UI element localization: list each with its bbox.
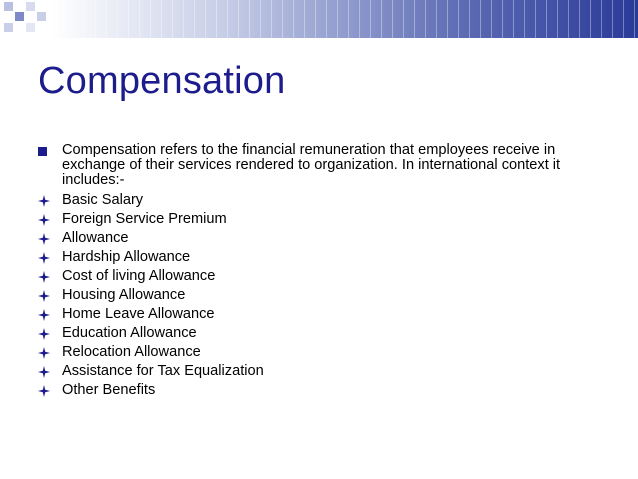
list-item xyxy=(38,231,618,246)
diamond-bullet-icon xyxy=(38,307,52,322)
diamond-bullet-icon xyxy=(38,383,52,398)
header-squares-decoration xyxy=(0,0,60,40)
intro-paragraph xyxy=(38,143,618,188)
intro-text: Compensation refers to the financial remuneration that employees receive in exchange of their services rendered to organization. In international context it includes:- xyxy=(62,142,561,188)
diamond-bullet-icon xyxy=(38,250,52,265)
slide-title: Compensation xyxy=(38,60,286,102)
diamond-bullet-icon xyxy=(38,288,52,303)
diamond-bullet-icon xyxy=(38,326,52,341)
list-item-label: Cost of living Allowance xyxy=(62,268,216,284)
list-item-label: Hardship Allowance xyxy=(62,249,191,265)
list-item xyxy=(38,383,618,398)
list-item xyxy=(38,288,618,303)
diamond-bullet-icon xyxy=(38,212,52,227)
list-item xyxy=(38,212,618,227)
list-item-label: Basic Salary xyxy=(62,192,144,208)
diamond-bullet-icon xyxy=(38,364,52,379)
list-item xyxy=(38,345,618,360)
list-item-label: Allowance xyxy=(62,230,129,246)
header-gradient-bar xyxy=(52,0,638,38)
list-item xyxy=(38,193,618,208)
square-bullet-icon xyxy=(38,143,52,158)
diamond-bullet-icon xyxy=(38,193,52,208)
diamond-bullet-icon xyxy=(38,269,52,284)
list-item-label: Relocation Allowance xyxy=(62,344,201,360)
list-item xyxy=(38,307,618,322)
list-item xyxy=(38,364,618,379)
list-item xyxy=(38,250,618,265)
list-item-label: Housing Allowance xyxy=(62,287,186,303)
list-item xyxy=(38,269,618,284)
diamond-bullet-icon xyxy=(38,231,52,246)
diamond-bullet-icon xyxy=(38,345,52,360)
list-item xyxy=(38,326,618,341)
list-item-label: Foreign Service Premium xyxy=(62,211,227,227)
bullet-list xyxy=(38,143,618,402)
list-item-label: Home Leave Allowance xyxy=(62,306,215,322)
list-item-label: Education Allowance xyxy=(62,325,197,341)
list-item-label: Assistance for Tax Equalization xyxy=(62,363,264,379)
list-item-label: Other Benefits xyxy=(62,382,156,398)
